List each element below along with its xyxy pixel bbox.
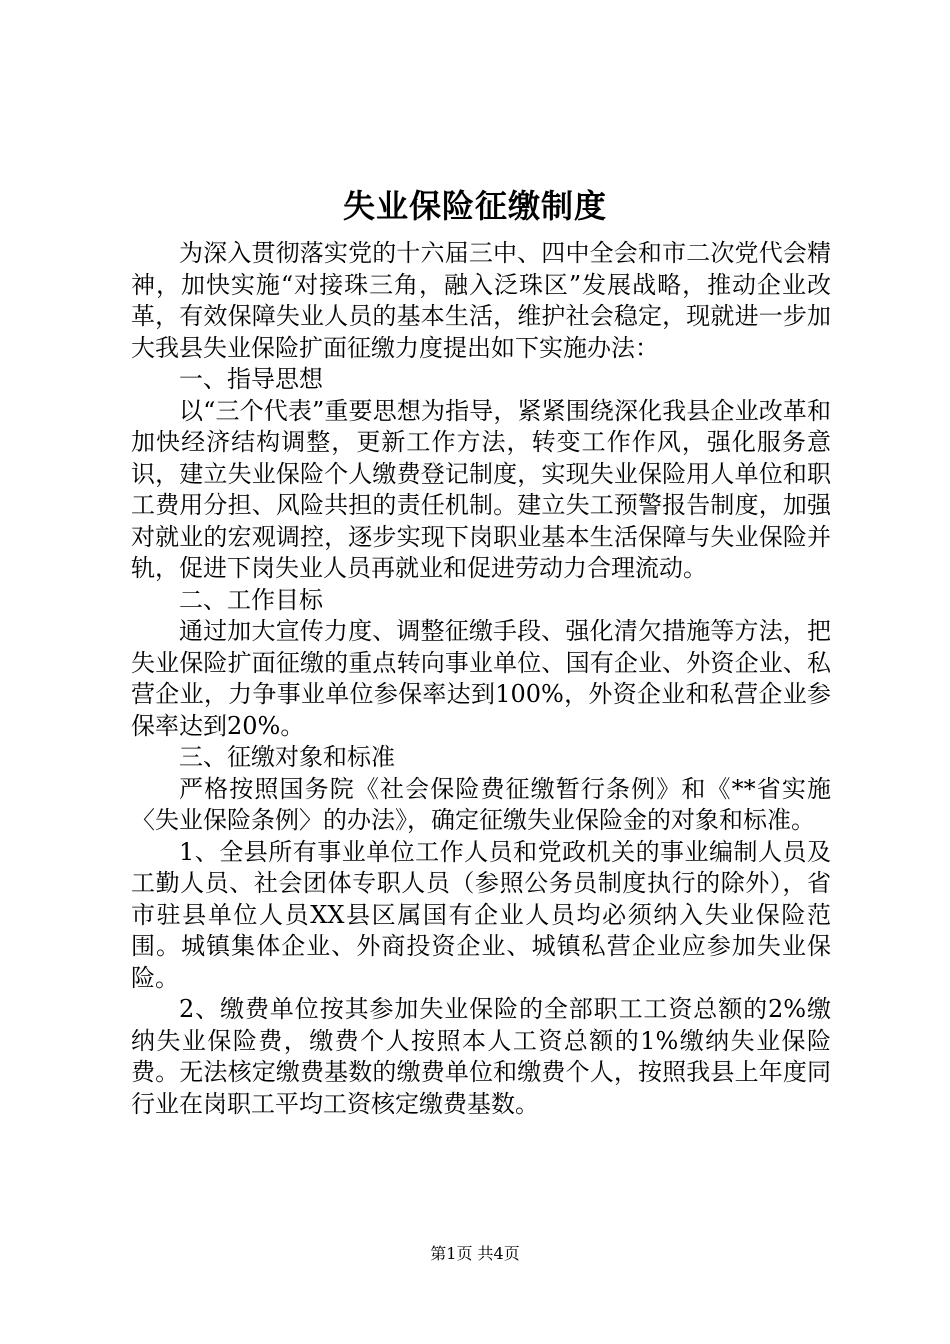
section-paragraph-work-goals: 通过加大宣传力度、调整征缴手段、强化清欠措施等方法，把失业保险扩面征缴的重点转向事业单位、国有企业、外资企业、私营企业，力争事业单位参保率达到100%，外资企业和私营企业参保率达到20%。 (131, 617, 831, 740)
section-heading-work-goals: 二、工作目标 (179, 585, 323, 614)
list-item-rates: 2、缴费单位按其参加失业保险的全部职工工资总额的2%缴纳失业保险费，缴费个人按照本人工资总额的1%缴纳失业保险费。无法核定缴费基数的缴费单位和缴费个人，按照我县上年度同行业在岗职工平均工资核定缴费基数。 (131, 995, 831, 1118)
section-heading-collection-targets: 三、征缴对象和标准 (179, 743, 395, 771)
section-heading-guiding-ideology: 一、指导思想 (179, 365, 323, 393)
page-footer: 第1页 共4页 (430, 1244, 520, 1263)
list-item-scope: 1、全县所有事业单位工作人员和党政机关的事业编制人员及工勤人员、社会团体专职人员（参照公务员制度执行的除外），省市驻县单位人员XX县区属国有企业人员均必须纳入失业保险范围。城镇集体企业、外商投资企业、城镇私营企业应参加失业保险。 (131, 837, 831, 992)
section-paragraph-collection-targets: 严格按照国务院《社会保险费征缴暂行条例》和《**省实施〈失业保险条例〉的办法》，确定征缴失业保险金的对象和标准。 (131, 774, 831, 834)
document-body (131, 238, 831, 1120)
document-title: 失业保险征缴制度 (342, 187, 607, 225)
intro-paragraph: 为深入贯彻落实党的十六届三中、四中全会和市二次党代会精神，加快实施“对接珠三角，融入泛珠区”发展战略，推动企业改革，有效保障失业人员的基本生活，维护社会稳定，现就进一步加大我县失业保险扩面征缴力度提出如下实施办法： (131, 239, 831, 362)
section-paragraph-guiding-ideology: 以“三个代表”重要思想为指导，紧紧围绕深化我县企业改革和加快经济结构调整，更新工作方法，转变工作作风，强化服务意识，建立失业保险个人缴费登记制度，实现失业保险用人单位和职工费用分担、风险共担的责任机制。建立失工预警报告制度，加强对就业的宏观调控，逐步实现下岗职业基本生活保障与失业保险并轨，促进下岗失业人员再就业和促进劳动力合理流动。 (131, 396, 831, 582)
